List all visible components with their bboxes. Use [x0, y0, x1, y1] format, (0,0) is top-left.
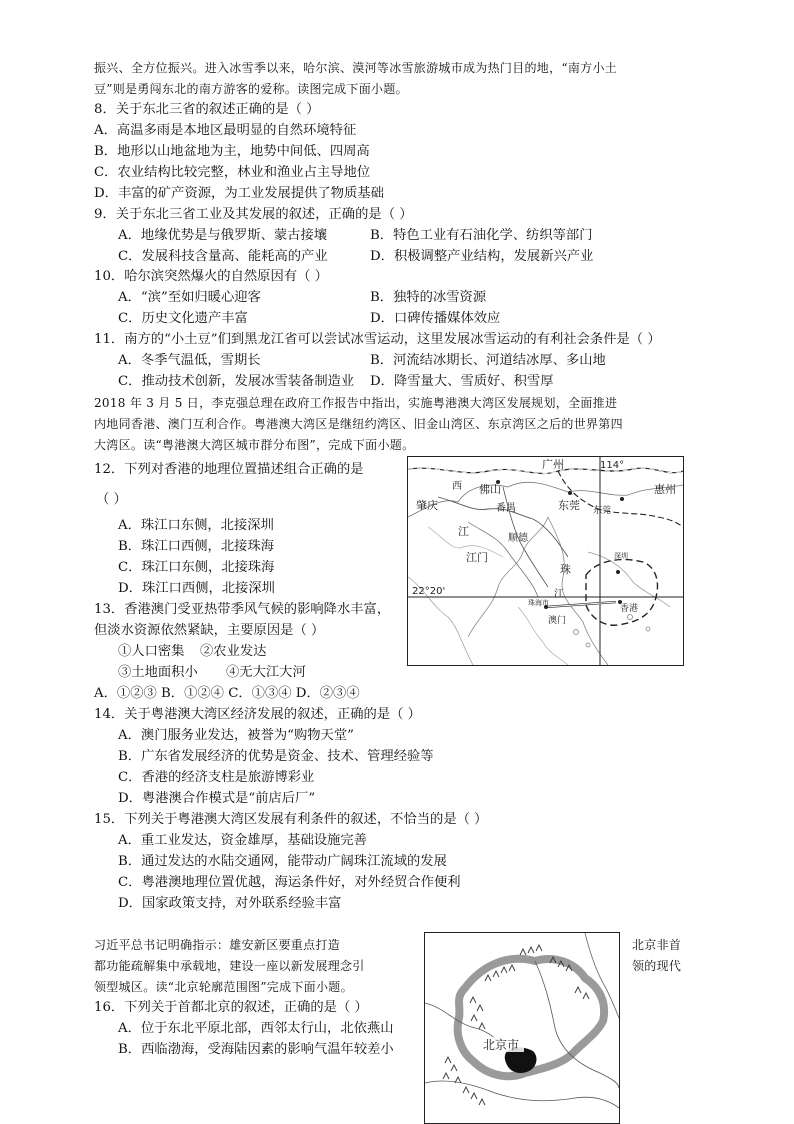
gba-label-jiangmen: 江门	[466, 551, 488, 564]
gba-label-dongguan-2: 东莞	[593, 506, 612, 516]
q11-option-c: C．推动技术创新，发展冰雪装备制造业	[118, 374, 355, 389]
q10-option-a: A．“滨”至如归暖心迎客	[118, 290, 261, 305]
q16-option-a: A．位于东北平原北部，西邻太行山，北依燕山	[118, 1021, 394, 1036]
gba-intro-line-2: 内地同香港、澳门互利合作。粤港澳大湾区是继纽约湾区、旧金山湾区、东京湾区之后的世界第四	[94, 417, 623, 431]
gba-intro-line-3: 大湾区。读“粤港澳大湾区城市群分布图”，完成下面小题。	[94, 438, 415, 452]
xiongan-intro-line-1: 习近平总书记明确指示：雄安新区要重点打造	[94, 938, 341, 952]
intro-line-2: 豆”则是勇闯东北的南方游客的爱称。读图完成下面小题。	[94, 82, 408, 96]
gba-label-shenzhen: 深圳	[614, 552, 628, 560]
q11-option-a: A．冬季气温低，雪期长	[118, 353, 261, 368]
q12-paren: （ ）	[96, 492, 127, 507]
q8-stem: 8．关于东北三省的叙述正确的是（ ）	[94, 102, 320, 117]
q8-option-a: A．高温多雨是本地区最明显的自然环境特征	[94, 123, 357, 138]
q9-option-c: C．发展科技含量高、能耗高的产业	[118, 249, 328, 264]
gba-city-map	[407, 456, 684, 666]
xiongan-intro-line-2: 都功能疏解集中承载地，建设一座以新发展理念引	[94, 959, 365, 973]
intro-line-1: 振兴、全方位振兴。进入冰雪季以来，哈尔滨、漠河等冰雪旅游城市成为热门目的地，“南方小土	[94, 61, 618, 75]
beijing-label: 北京市	[483, 1038, 520, 1052]
q9-option-d: D．积极调整产业结构，发展新兴产业	[370, 249, 594, 264]
q10-stem: 10．哈尔滨突然爆火的自然原因有（ ）	[94, 269, 328, 284]
gba-label-zhaoqing: 肇庆	[416, 499, 438, 512]
gba-label-jiang-2: 江	[554, 589, 564, 600]
beijing-outline-map	[424, 932, 620, 1124]
q15-option-b: B．通过发达的水陆交通网，能带动广阔珠江流域的发展	[118, 854, 447, 869]
gba-label-macau: 澳门	[548, 616, 567, 626]
q9-stem: 9．关于东北三省工业及其发展的叙述，正确的是（ ）	[94, 207, 413, 222]
gba-label-shunde: 顺德	[508, 533, 528, 544]
q11-option-d: D．降雪量大、雪质好、积雪厚	[370, 374, 554, 389]
q8-option-b: B．地形以山地盆地为主，地势中间低、四周高	[94, 144, 370, 159]
q15-option-c: C．粤港澳地理位置优越，海运条件好，对外经贸合作便利	[118, 875, 461, 890]
q11-stem: 11．南方的“小土豆”们到黑龙江省可以尝试冰雪运动，这里发展冰雪运动的有利社会条件是（ ）	[94, 332, 661, 347]
gba-label-panyu: 番禺	[496, 503, 516, 514]
gba-label-zhuhai: 珠海市	[528, 599, 549, 607]
gba-label-dongguan: 东莞	[558, 499, 580, 512]
gba-label-hongkong: 香港	[620, 604, 639, 614]
q15-option-d: D．国家政策支持，对外联系经验丰富	[118, 896, 342, 911]
q10-option-d: D．口碑传播媒体效应	[370, 311, 501, 326]
gba-label-xi: 西	[452, 481, 462, 492]
gba-label-zhu: 珠	[560, 563, 571, 576]
q11-option-b: B．河流结冰期长、河道结冰厚、多山地	[370, 353, 606, 368]
q13-stem-1: 13．香港澳门受亚热带季风气候的影响降水丰富，	[94, 602, 391, 617]
q14-option-c: C．香港的经济支柱是旅游博彩业	[118, 770, 315, 785]
gba-label-huizhou: 惠州	[654, 483, 676, 496]
q14-option-a: A．澳门服务业发达，被誉为“购物天堂”	[118, 728, 354, 743]
side-text-1: 北京非首	[632, 938, 682, 952]
gba-label-foshan: 佛山	[479, 483, 501, 496]
q14-option-b: B．广东省发展经济的优势是资金、技术、管理经验等	[118, 749, 434, 764]
q13-item-3: ③土地面积小	[118, 665, 198, 680]
q10-option-b: B．独特的冰雪资源	[370, 290, 487, 305]
q16-stem: 16．下列关于首都北京的叙述，正确的是（ ）	[94, 1000, 368, 1015]
q8-option-c: C．农业结构比较完整，林业和渔业占主导地位	[94, 165, 371, 180]
side-text-2: 领的现代	[632, 959, 682, 973]
q13-stem-2: 但淡水资源依然紧缺，主要原因是（ ）	[94, 623, 325, 638]
q9-option-a: A．地缘优势是与俄罗斯、蒙古接壤	[118, 228, 328, 243]
gba-label-jiang: 江	[458, 525, 469, 538]
gba-intro-line-1: 2018 年 3 月 5 日，李克强总理在政府工作报告中指出，实施粤港澳大湾区发展规划，全面推进	[94, 396, 618, 410]
q12-option-d: D．珠江口西侧，北接深圳	[118, 581, 275, 596]
xiongan-intro-line-3: 领型城区。读“北京轮廓范围图”完成下面小题。	[94, 980, 353, 994]
q10-option-c: C．历史文化遗产丰富	[118, 311, 248, 326]
q13-item-1: ①人口密集	[118, 644, 185, 659]
q12-option-b: B．珠江口西侧，北接珠海	[118, 539, 275, 554]
gba-label-latitude: 22°20'	[412, 586, 446, 597]
q16-option-b: B．西临渤海，受海陆因素的影响气温年较差小	[118, 1042, 394, 1057]
q14-stem: 14．关于粤港澳大湾区经济发展的叙述，正确的是（ ）	[94, 707, 421, 722]
q12-stem: 12．下列对香港的地理位置描述组合正确的是	[94, 462, 364, 477]
q12-option-a: A．珠江口东侧，北接深圳	[118, 518, 274, 533]
gba-label-longitude: 114°	[600, 460, 625, 471]
q12-option-c: C．珠江口东侧，北接珠海	[118, 560, 275, 575]
q15-stem: 15．下列关于粤港澳大湾区发展有利条件的叙述，不恰当的是（ ）	[94, 812, 488, 827]
q14-option-d: D．粤港澳合作模式是“前店后厂”	[118, 791, 316, 806]
q9-option-b: B．特色工业有石油化学、纺织等部门	[370, 228, 593, 243]
q13-answer-options: A．①②③ B．①②④ C．①③④ D．②③④	[94, 686, 360, 701]
q13-item-4: ④无大江大河	[226, 665, 306, 680]
q8-option-d: D．丰富的矿产资源，为工业发展提供了物质基础	[94, 186, 384, 201]
q13-item-2: ②农业发达	[200, 644, 267, 659]
gba-label-guangzhou: 广州	[542, 458, 564, 471]
q15-option-a: A．重工业发达，资金雄厚，基础设施完善	[118, 833, 367, 848]
